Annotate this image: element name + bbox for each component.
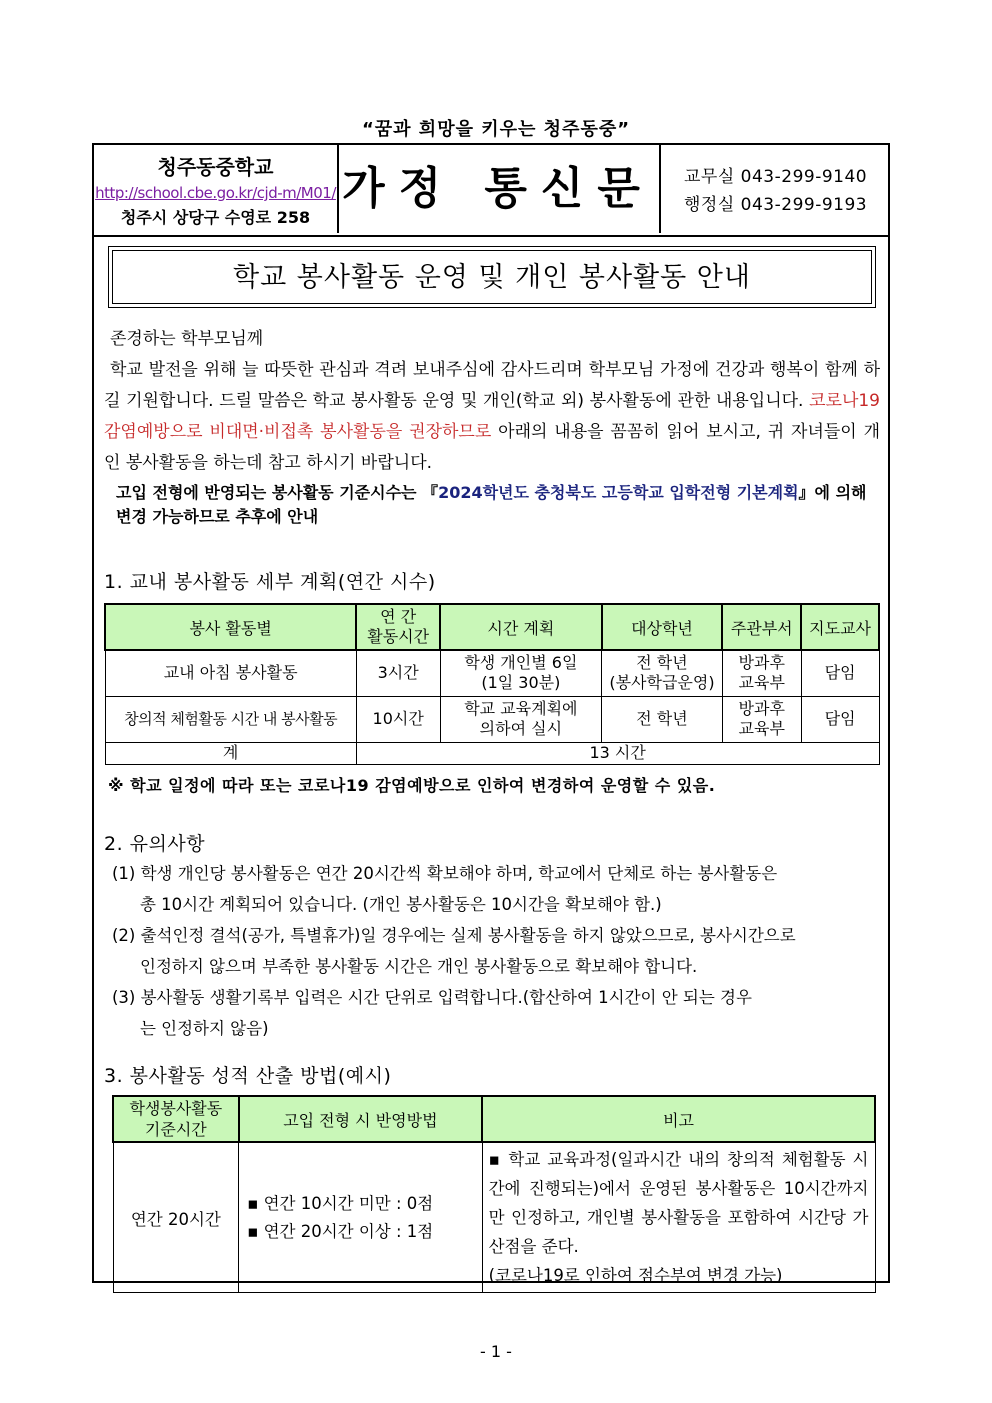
page-number: - 1 - xyxy=(480,1342,512,1361)
col-header: 대상학년 xyxy=(602,604,723,650)
school-name: 청주동중학교 xyxy=(157,155,274,179)
contact-admin: 행정실 043-299-9193 xyxy=(684,195,868,215)
section1-heading: 1. 교내 봉사활동 세부 계획(연간 시수) xyxy=(104,571,436,593)
total-label: 계 xyxy=(105,742,356,764)
col-header: 지도교사 xyxy=(801,604,879,650)
intro-text-b: 아래의 내용을 꼼꼼히 읽어 보시고, 귀 자녀들이 개인 봉사활동을 하는데 참고 하시기 바랍니다. xyxy=(104,422,881,473)
main-title: 학교 봉사활동 운영 및 개인 봉사활동 안내 xyxy=(112,250,872,304)
intro-paragraph xyxy=(104,355,880,479)
col-header: 고입 전형 시 반영방법 xyxy=(239,1096,482,1142)
slogan: “꿈과 희망을 키우는 청주동중” xyxy=(361,119,631,140)
section2-heading: 2. 유의사항 xyxy=(104,833,206,855)
schedule-note: ※ 학교 일정에 따라 또는 코로나19 감염예방으로 인하여 변경하여 운영할 수 있음. xyxy=(108,776,716,795)
table-header-row xyxy=(105,604,879,650)
section3-heading: 3. 봉사활동 성적 산출 방법(예시) xyxy=(104,1065,392,1087)
intro-text-red: 코로나19 감염예방으로 비대면·비접촉 봉사활동을 권장하므로 xyxy=(104,391,880,442)
notice-item: (1) 학생 개인당 봉사활동은 연간 20시간씩 확보해야 하며, 학교에서 단체로 하는 봉사활동은 총 10시간 계획되어 있습니다. (개인 봉사활동은 10시간을 확보해야 함.) xyxy=(112,864,778,914)
table-row: 교내 아침 봉사활동 3시간 학생 개인별 6일 (1일 30분) 전 학년 (봉사학급운영) 방과후 교육부 담임 xyxy=(105,650,879,696)
table-total-row xyxy=(105,742,879,764)
remark-cell: ▪ 학교 교육과정(일과시간 내의 창의적 체험활동 시간에 진행되는)에서 운영된 봉사활동은 10시간까지만 인정하고, 개인별 봉사활동을 포함하여 시간당 가산점을 준다. (코로나19로 인하여 점수부여 변경 가능) xyxy=(482,1142,875,1293)
greeting: 존경하는 학부모님께 xyxy=(110,329,264,349)
document-frame xyxy=(92,143,890,1283)
standard-time: 연간 20시간 xyxy=(113,1142,239,1293)
school-url-link[interactable]: http://school.cbe.go.kr/cjd-m/M01/ xyxy=(95,184,336,202)
score-method-table xyxy=(112,1095,876,1293)
col-header: 주관부서 xyxy=(722,604,801,650)
col-header: 연 간 활동시간 xyxy=(356,604,440,650)
service-plan-table xyxy=(104,603,880,765)
school-info xyxy=(94,145,339,233)
letterhead xyxy=(94,145,888,237)
table-row xyxy=(113,1142,875,1293)
notice: 고입 전형에 반영되는 봉사활동 기준시수는 『2024학년도 충청북도 고등학교 입학전형 기본계획』에 의해 변경 가능하므로 추후에 안내 xyxy=(116,483,867,526)
col-header: 학생봉사활동 기준시간 xyxy=(113,1096,239,1142)
table-header-row xyxy=(113,1096,875,1142)
notice-item: (3) 봉사활동 생활기록부 입력은 시간 단위로 입력합니다.(합산하여 1시간이 안 되는 경우 는 인정하지 않음) xyxy=(112,988,752,1038)
main-title-box xyxy=(108,246,876,308)
contact-info xyxy=(684,163,867,219)
notice-item: (2) 출석인정 결석(공가, 특별휴가)일 경우에는 실제 봉사활동을 하지 않았으므로, 봉사시간으로 인정하지 않으며 부족한 봉사활동 시간은 개인 봉사활동으로 확보해야 합니다. xyxy=(112,926,796,976)
col-header: 비고 xyxy=(482,1096,875,1142)
doc-title: 가정 통신문 xyxy=(337,145,661,233)
school-address: 청주시 상당구 수영로 258 xyxy=(120,208,311,227)
method-cell: ▪ 연간 10시간 미만 : 0점 ▪ 연간 20시간 이상 : 1점 xyxy=(239,1142,482,1293)
total-value: 13 시간 xyxy=(356,742,879,764)
col-header: 봉사 활동별 xyxy=(105,604,356,650)
contact-office: 교무실 043-299-9140 xyxy=(684,167,868,187)
table-row: 창의적 체험활동 시간 내 봉사활동 10시간 학교 교육계획에 의하여 실시 전 학년 방과후 교육부 담임 xyxy=(105,696,879,742)
intro-text-a: 학교 발전을 위해 늘 따뜻한 관심과 격려 보내주심에 감사드리며 학부모님 가정에 건강과 행복이 함께 하길 기원합니다. 드릴 말씀은 학교 봉사활동 운영 및 개인(학교 외) 봉사활동에 관한 내용입니다. xyxy=(104,360,880,411)
notice-plan-name: 2024학년도 충청북도 고등학교 입학전형 기본계획 xyxy=(438,483,799,502)
col-header: 시간 계획 xyxy=(440,604,602,650)
